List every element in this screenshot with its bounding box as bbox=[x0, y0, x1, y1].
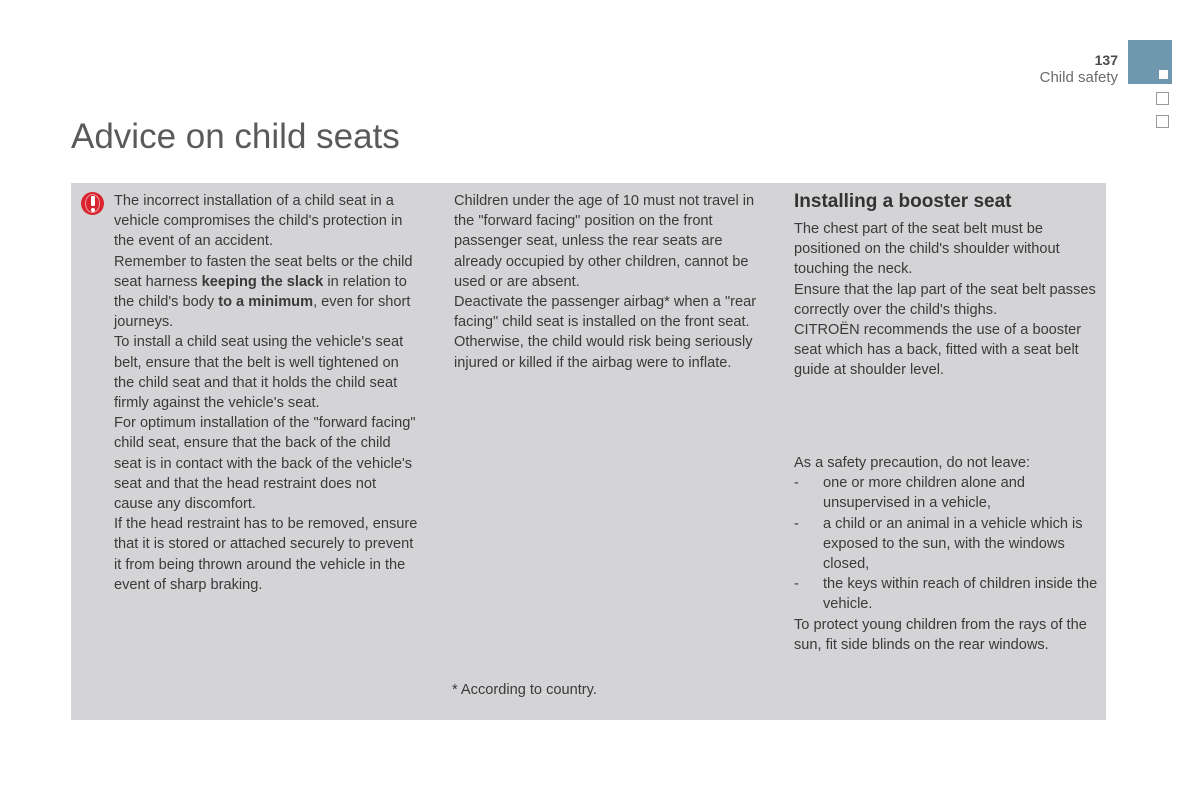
precaution-list bbox=[794, 473, 1099, 614]
page-number: 137 bbox=[1094, 52, 1118, 68]
paragraph: The incorrect installation of a child seat in a vehicle compromises the child's protection in the event of an accident. bbox=[114, 193, 403, 250]
paragraph: As a safety precaution, do not leave: bbox=[794, 455, 1031, 471]
warning-column bbox=[114, 191, 419, 595]
section-label: Child safety bbox=[1039, 69, 1118, 86]
list-item: - one or more children alone and unsupervised in a vehicle, bbox=[794, 475, 1026, 512]
paragraph: For optimum installation of the "forward facing" child seat, ensure that the back of the child seat is in contact with the back of the vehicle's seat and that the head restraint does not cause any discomfort. bbox=[114, 415, 416, 513]
paragraph: Deactivate the passenger airbag* when a "rear facing" child seat is installed on the front seat. bbox=[454, 294, 757, 331]
paragraph: CITROËN recommends the use of a booster seat which has a back, fitted with a seat belt guide at shoulder level. bbox=[794, 322, 1082, 379]
paragraph: If the head restraint has to be removed, ensure that it is stored or attached securely to prevent it from being thrown around the vehicle in the event of sharp braking. bbox=[114, 516, 418, 593]
list-item: - a child or an animal in a vehicle which is exposed to the sun, with the windows closed, bbox=[794, 515, 1083, 573]
paragraph: Remember to fasten the seat belts or the child seat harness keeping the slack in relation to the child's body to a minimum, even for short journeys. bbox=[114, 253, 413, 331]
safety-precaution-block bbox=[794, 453, 1099, 655]
section-heading: Installing a booster seat bbox=[794, 191, 1012, 212]
airbag-column bbox=[454, 191, 759, 373]
paragraph: Children under the age of 10 must not travel in the "forward facing" position on the front passenger seat, unless the rear seats are already occupied by other children, cannot be used or are absent. bbox=[454, 193, 755, 290]
paragraph: To install a child seat using the vehicle's seat belt, ensure that the belt is well tightened on the child seat and that it holds the child seat firmly against the vehicle's seat. bbox=[114, 334, 404, 412]
current-section-indicator bbox=[1159, 70, 1168, 79]
paragraph: Ensure that the lap part of the seat belt passes correctly over the child's thighs. bbox=[794, 281, 1096, 318]
booster-seat-column bbox=[794, 191, 1099, 381]
section-indicator-box bbox=[1156, 92, 1169, 105]
section-indicator-box bbox=[1156, 115, 1169, 128]
page-title: Advice on child seats bbox=[71, 117, 400, 156]
paragraph: The chest part of the seat belt must be positioned on the child's shoulder without touching the neck. bbox=[794, 221, 1060, 278]
paragraph: Otherwise, the child would risk being seriously injured or killed if the airbag were to inflate. bbox=[454, 334, 753, 371]
warning-icon bbox=[81, 192, 104, 215]
paragraph: To protect young children from the rays of the sun, fit side blinds on the rear windows. bbox=[794, 616, 1087, 653]
footnote: * According to country. bbox=[452, 682, 597, 698]
list-item: - the keys within reach of children inside the vehicle. bbox=[794, 576, 1098, 613]
